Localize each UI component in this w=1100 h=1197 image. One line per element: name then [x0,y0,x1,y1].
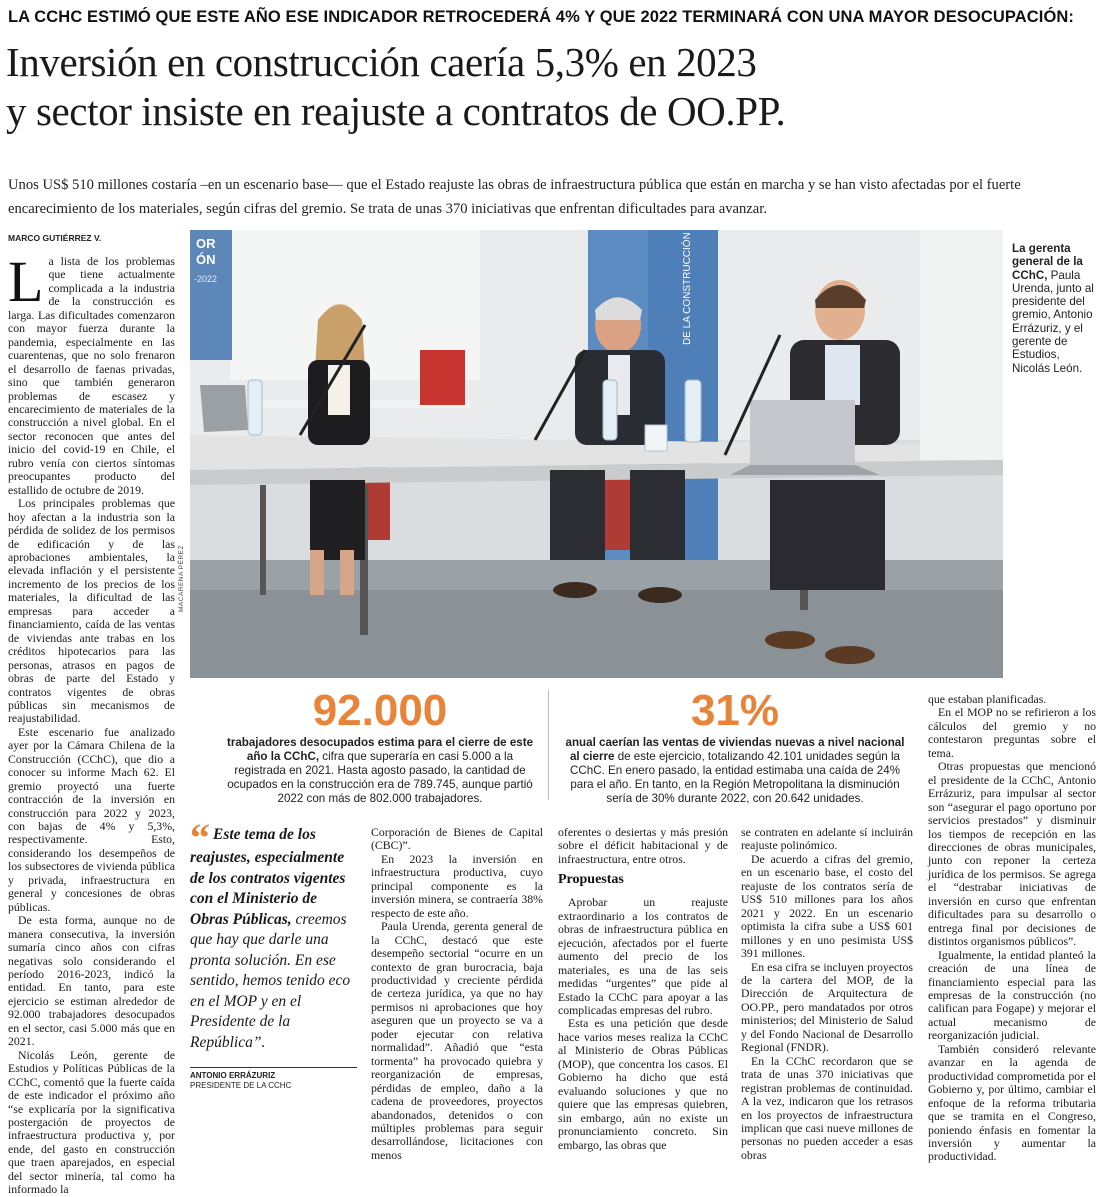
paragraph [8,249,175,497]
paragraph: que estaban planificadas. [928,692,1047,706]
paragraph: De esta forma, aunque no de manera consecutiva, la inversión sumaría cinco años con cifras negativas solo considerando el período 2016-2023, indicó la entidad. En tanto, para este ejercicio se estiman alrededor de 92.000 trabajadores desocupados en el sector, casi 5.000 más que en 2021. [8,913,175,1049]
body-column-5 [741,826,913,1162]
stat-text: cifra que superaría en casi 5.000 a la registrada en 2021. Hasta agosto pasado, la cantidad de ocupados en la construcción era de 789.745, aunque partió 2022 con más de 802.000 trabajadores. [227,750,533,805]
paragraph: Aprobar un reajuste extraordinario a los contratos de obras de infraestructura pública en ejecución, afectados por el fuerte aumento del precio de los materiales, es una de las seis medidas “urgentes” que pide al Estado la CChC para apoyar a las complicadas empresas del rubro. [558,895,728,1017]
paragraph: En 2023 la inversión en infraestructura productiva, cuyo principal componente es la inversión minera, se contraería 38% respecto de este año. [371,851,543,920]
paragraph: Nicolás León, gerente de Estudios y Políticas Públicas de la CChC, comentó que la fuerte caída de este indicador el próximo año “se explicaría por la significativa postergación de proyectos de infraestructura productiva y, por ende, del gasto en construcción que traen aparejados, en especial del sector minería, tal como ha informado la [8,1047,175,1197]
backdrop-text: DE LA CONSTRUCCIÓN [682,232,693,345]
paragraph: Este escenario fue analizado ayer por la Cámara Chilena de la Construcción (CChC), que dio a conocer su informe Mach 62. El gremio proyectó una fuerte contracción de la inversión en construcción para 2022 y 2023, con bajas de 4% y 5,3%, respectivamente. Esto, considerando los desempeños de los subsectores de vivienda pública y privada, infraestructura en general y concesiones de obras públicas. [8,724,175,914]
banner-year: -2022 [194,274,218,284]
paragraph: Corporación de Bienes de Capital (CBC)”. [371,825,543,853]
stat-text: de este ejercicio, totalizando 42.101 unidades según la CChC. En enero pasado, la entidad estimaba una caída de 24% para el año. En tanto, en la Región Metropolitana la disminución sería de 30% durante 2022, con 20.642 unidades. [570,750,901,805]
drop-cap: L [8,249,44,314]
body-column-1 [8,249,175,1197]
photo-credit: MACARENA PÉREZ [178,545,185,612]
headline-line-1: Inversión en construcción caería 5,3% en 2023 [6,39,757,85]
banner-text: OR [196,236,216,251]
paragraph: Los principales problemas que hoy afectan a la industria son la pérdida de solidez de los permisos de edificación y de las aprobaciones ambientales, la elevada inflación y el persistente incremento de los precios de los materiales, la dificultad de las empresas para acceder a financiamiento, caída de las ventas de viviendas ante trabas en los créditos hipotecarios para las personas, atrasos en pagos de obras de parte del Estado y contratos vigentes de obras públicas sin mecanismos de reajustabilidad. [8,496,175,726]
paragraph: Igualmente, la entidad planteó la creación de una línea de financiamiento especial para las empresas de la construcción (no califican para Fogape) y mejorar el actual mecanismo de reorganización judicial. [928,947,1096,1043]
pull-quote [190,815,357,1053]
quote-text: creemos que hay que darle una pronta solución. En ese sentido, hemos tenido eco en el MOP y en el Presidente de la República”. [190,910,351,1051]
paragraph: En la CChC recordaron que se trata de unas 370 iniciativas que registran problemas de continuidad. A la vez, indicaron que los retrasos en los proyectos de infraestructura implican que casi nueve millones de personas no pueden acceder a esas obras [741,1053,913,1162]
headline-line-2: y sector insiste en reajuste a contratos de OO.PP. [6,88,786,134]
quote-author-name: ANTONIO ERRÁZURIZ [190,1071,276,1080]
paragraph: También consideró relevante avanzar en la agenda de productividad comprometida por el Gobierno y, por último, cambiar el enfoque de la reforma tributaria que se tramita en el Congreso, poniendo énfasis en fomentar la inversión y aumentar la productividad. [928,1041,1096,1164]
paragraph: Otras propuestas que mencionó el presidente de la CChC, Antonio Errázuriz, para impulsar al sector son “asegurar el pago oportuno por servicios prestados” y disminuir los tiempos de recepción en las direcciones de obras municipales, junto con reponer la certeza jurídica de los permisos. Se agrega el “destrabar iniciativas de inversión en curso que enfrentan dificultades para su desarrollo o entrega final por decisiones de distintos organismos públicos”. [928,759,1096,949]
paragraph: En esa cifra se incluyen proyectos de la cartera del MOP, de la Dirección de Arquitectura de OO.PP., pero mandatados por otros ministerios; del Ministerio de Salud y del Fondo Nacional de Desarrollo Regional (FNDR). [741,959,913,1055]
stat-block-1 [225,686,535,806]
paragraph: De acuerdo a cifras del gremio, en un escenario base, el costo del reajuste de los contratos sería de US$ 510 millones para los años 2021 y 2022. En un escenario optimista la cifra sube a US$ 601 millones y en uno pesimista US$ 391 millones. [741,851,913,961]
paragraph: Esta es una petición que desde hace varios meses realiza la CChC al Ministerio de Obras Públicas (MOP), que concentra los casos. El Gobierno ha dicho que está evaluando soluciones y que no quiere que las empresas quiebren, sin embargo, aún no existe un pronunciamiento concreto. Sin embargo, las obras que [558,1016,728,1152]
stat-description [225,736,535,806]
quote-author [190,1067,357,1091]
paragraph: se contraten en adelante sí incluirán reajuste polinómico. [741,825,913,853]
photo-caption-text: Paula Urenda, junto al presidente del gremio, Antonio Errázuriz, y el gerente de Estudios, Nicolás León. [1012,268,1094,375]
byline: MARCO GUTIÉRREZ V. [8,233,102,243]
paragraph: Paula Urenda, gerenta general de la CChC, destacó que este desempeño sectorial “ocurre en un contexto de gran burocracia, baja productividad y creciente pérdida de certeza jurídica, ya que no hay permisos ni aprobaciones que hoy aseguren que un proyecto se va a poder ejecutar con relativa normalidad”. Añadió que “esta tormenta” ha provocado quiebra y reorganización de empresas, pérdidas de empleo, daño a la cadena de proveedores, proyectos abandonados, detenidos o con múltiples problemas para seguir desarrollándose, licitaciones con menos [371,919,543,1162]
stat-number: 31% [690,686,780,735]
body-column-4 [558,826,728,1152]
kicker: LA CCHC ESTIMÓ QUE ESTE AÑO ESE INDICADOR RETROCEDERÁ 4% Y QUE 2022 TERMINARÁ CON UNA MAYOR DESOCUPACIÓN: [8,8,1075,26]
stat-block-2 [560,686,910,806]
headline [6,38,1100,136]
banner-text-2: ÓN [196,252,216,267]
body-column-6 [928,693,1096,1164]
photo-caption [1012,242,1098,375]
quote-mark: “ [190,815,210,860]
paragraph: En el MOP no se refirieron a los cálculos del gremio y no contestaron preguntas sobre el tema. [928,705,1096,760]
press-conference-photo [190,230,1003,678]
stat-number: 92.000 [312,686,448,735]
stat-divider [548,690,549,800]
body-column-3 [371,826,543,1162]
paragraph: oferentes o desiertas y más presión sobre el déficit habitacional y de infraestructura, entre otros. [558,825,728,866]
stat-bold: trabajadores desocupados estima para el cierre de este año la CChC, [226,736,534,763]
photo-illustration [190,230,1003,678]
quote-author-role: PRESIDENTE DE LA CCHC [190,1081,292,1090]
photo-caption-bold: La gerenta general de la CChC, [1012,242,1083,282]
section-heading: Propuestas [558,872,624,888]
paragraph-text: a lista de los problemas que tiene actualmente complicada a la industria de la construcción es larga. Las dificultades comenzaron con mayor fuerza durante la pandemia, especialmente en las cuarentenas, que no solo frenaron el desarrollo de faenas privadas, sino que también generaron problemas de escasez y encarecimiento de materiales de la construcción a nivel global. En el sector reconocen que antes del inicio del covid-19 en Chile, el rubro venía con ciertos síntomas preocupantes producto del estallido de octubre de 2019. [8,254,175,497]
quote-bold: Este tema de los reajustes, especialmente de los contratos vigentes con el Ministerio de Obras Públicas, [190,826,346,928]
stat-bold: anual caerían las ventas de viviendas nuevas a nivel nacional al cierre [565,736,905,763]
stat-description [560,736,910,806]
lede: Unos US$ 510 millones costaría –en un escenario base— que el Estado reajuste las obras de infraestructura pública que están en marcha y se han visto afectadas por el fuerte encarecimiento de los materiales, según cifras del gremio. Se trata de unas 370 iniciativas que enfrentan dificultades para avanzar. [8,177,1021,217]
